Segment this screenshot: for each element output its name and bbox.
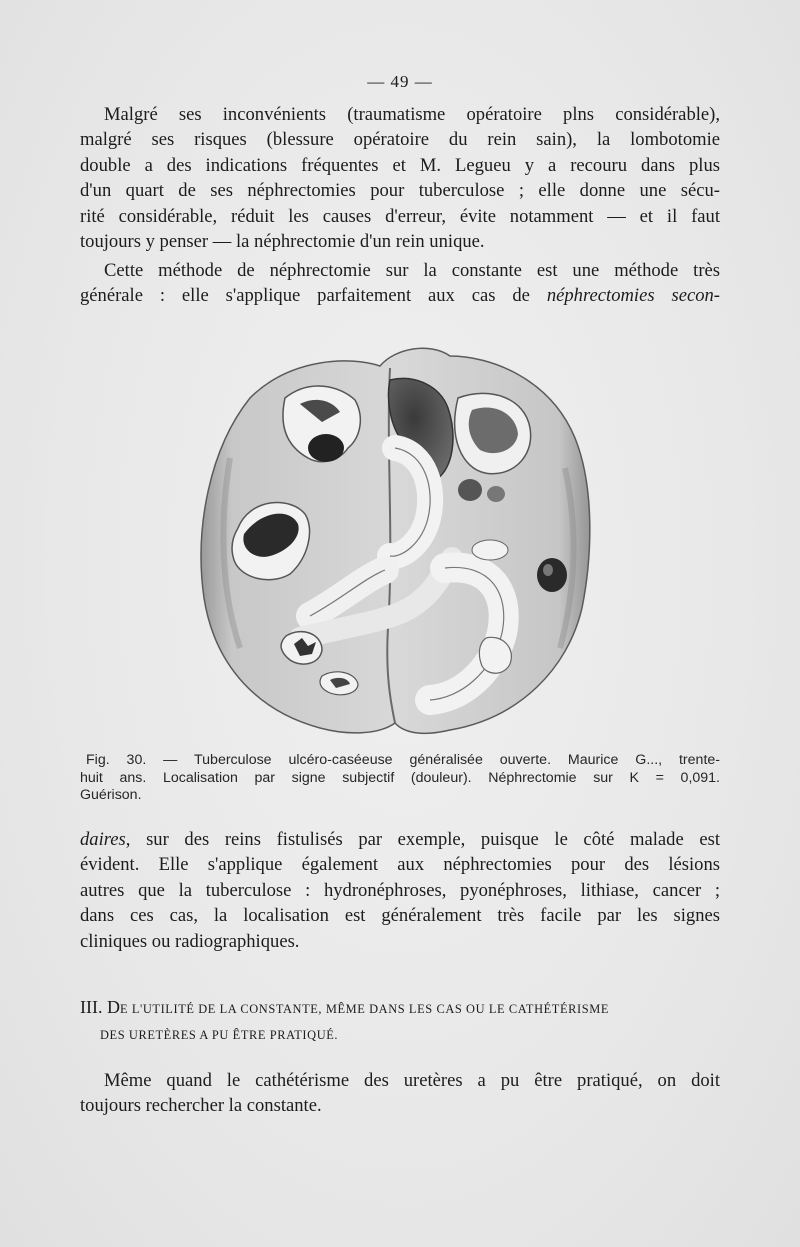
text-run: , sur des reins fistulisés par exemple, puisque le côté malade est — [125, 829, 720, 850]
heading-smallcaps: E L'UTILITÉ DE LA CONSTANTE, MÊME DANS LES CAS OU LE CATHÉTÉRISME — [119, 1002, 610, 1016]
text-line: évident. Elle s'applique également aux néphrectomies pour des lésions — [80, 854, 720, 876]
paragraph-secondaires — [80, 827, 720, 954]
paragraph-methode — [80, 258, 720, 309]
text-line: autres que la tuberculose : hydronéphroses, pyonéphroses, lithiase, cancer ; — [80, 879, 720, 901]
section-numeral: III. — [80, 997, 103, 1017]
paragraph-catheterisme — [80, 1068, 720, 1119]
heading-line — [80, 994, 720, 1022]
heading-line: DES URETÈRES A PU ÊTRE PRATIQUÉ. — [100, 1028, 339, 1042]
right-small-cavity — [472, 540, 508, 560]
caption-line: Fig. 30. — Tuberculose ulcéro-caséeuse généralisée ouverte. Maurice G..., trente- — [86, 752, 720, 768]
text-line: cliniques ou radiographiques. — [80, 930, 300, 952]
caption-line: huit ans. Localisation par signe subjectif (douleur). Néphrectomie sur K = 0,091. — [80, 769, 720, 786]
kidney-section-illustration — [190, 338, 600, 738]
text-line: Cette méthode de néphrectomie sur la constante est une méthode très — [104, 260, 720, 281]
text-line: d'un quart de ses néphrectomies pour tuberculose ; elle donne une sécu- — [80, 180, 720, 202]
text-line: toujours y penser — la néphrectomie d'un rein unique. — [80, 231, 485, 253]
text-line: rité considérable, réduit les causes d'erreur, évite notamment — et il faut — [80, 205, 720, 227]
heading-initial: D — [106, 997, 120, 1017]
section-heading — [80, 994, 720, 1048]
text-line: dans ces cas, la localisation est généralement très facile par les signes — [80, 905, 720, 927]
text-line: Même quand le cathétérisme des uretères a pu être pratiqué, on doit — [104, 1070, 720, 1091]
text-line — [80, 827, 720, 852]
italic-run: néphrectomies secon- — [546, 285, 720, 307]
italic-run: daires — [80, 829, 126, 850]
text-line: double a des indications fréquentes et M. Legueu y a recouru dans plus — [80, 154, 720, 176]
text-line — [80, 283, 720, 308]
paragraph-lombotomie — [80, 102, 720, 254]
caption-line: Guérison. — [80, 787, 142, 803]
text-run: générale : elle s'applique parfaitement aux cas de — [80, 285, 547, 307]
text-line: toujours rechercher la constante. — [80, 1095, 322, 1117]
text-line: malgré ses risques (blessure opératoire du rein sain), la lombotomie — [80, 129, 720, 151]
page-number: — 49 — — [367, 72, 433, 91]
text-line: Malgré ses inconvénients (traumatisme opératoire plns considérable), — [104, 104, 720, 125]
figure-caption — [80, 752, 720, 805]
right-edge-dark-spot — [537, 558, 567, 592]
